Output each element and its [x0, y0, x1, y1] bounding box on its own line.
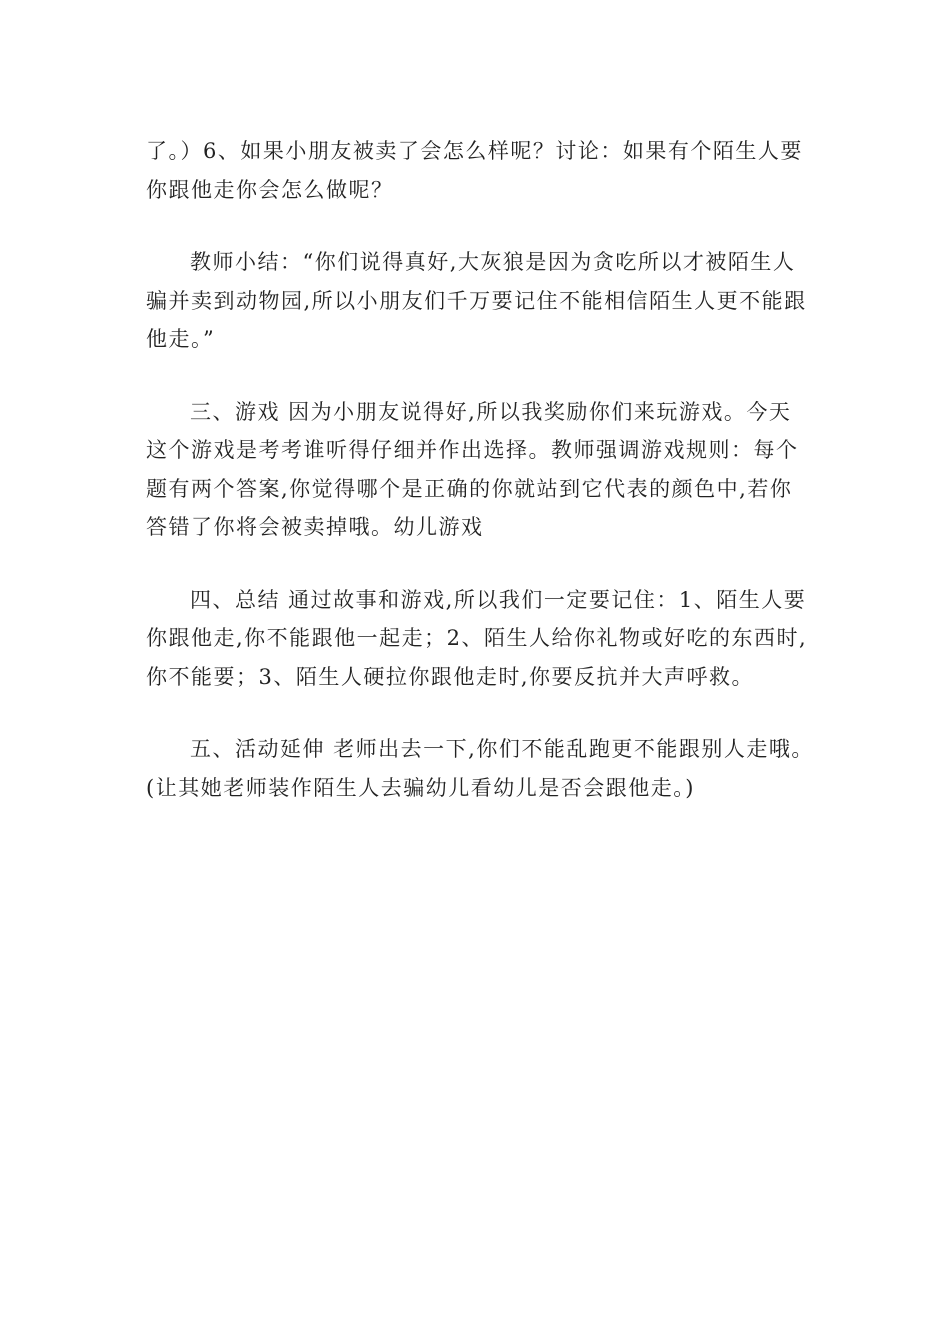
text-line: 你跟他走你会怎么做呢？ — [146, 177, 394, 202]
text-line: 了。）6、如果小朋友被卖了会怎么样呢？讨论：如果有个陌生人要 — [146, 139, 803, 163]
text-line: 四、总结 通过故事和游戏,所以我们一定要记住：1、陌生人要 — [190, 587, 807, 612]
paragraph-activity-extension — [146, 730, 814, 807]
text-line: 他走。” — [146, 327, 216, 351]
text-line: (让其她老师装作陌生人去骗幼儿看幼儿是否会跟他走。) — [146, 775, 695, 800]
text-line: 答错了你将会被卖掉哦。幼儿游戏 — [146, 515, 484, 539]
text-line: 三、游戏 因为小朋友说得好,所以我奖励你们来玩游戏。今天 — [190, 399, 792, 424]
document-body — [146, 132, 814, 841]
text-line: 骗并卖到动物园,所以小朋友们千万要记住不能相信陌生人更不能跟 — [146, 288, 807, 313]
paragraph-game — [146, 393, 814, 547]
text-line: 题有两个答案,你觉得哪个是正确的你就站到它代表的颜色中,若你 — [146, 476, 793, 501]
text-line: 教师小结：“你们说得真好,大灰狼是因为贪吃所以才被陌生人 — [190, 250, 796, 274]
paragraph-summary — [146, 581, 814, 697]
text-line: 五、活动延伸 老师出去一下,你们不能乱跑更不能跟别人走哦。 — [190, 737, 814, 761]
paragraph-teacher-summary — [146, 243, 814, 359]
text-line: 你跟他走,你不能跟他一起走；2、陌生人给你礼物或好吃的东西时, — [146, 626, 808, 650]
text-line: 你不能要；3、陌生人硬拉你跟他走时,你要反抗并大声呼救。 — [146, 664, 755, 689]
text-line: 这个游戏是考考谁听得仔细并作出选择。教师强调游戏规则：每个 — [146, 438, 799, 462]
paragraph-discussion — [146, 132, 814, 209]
